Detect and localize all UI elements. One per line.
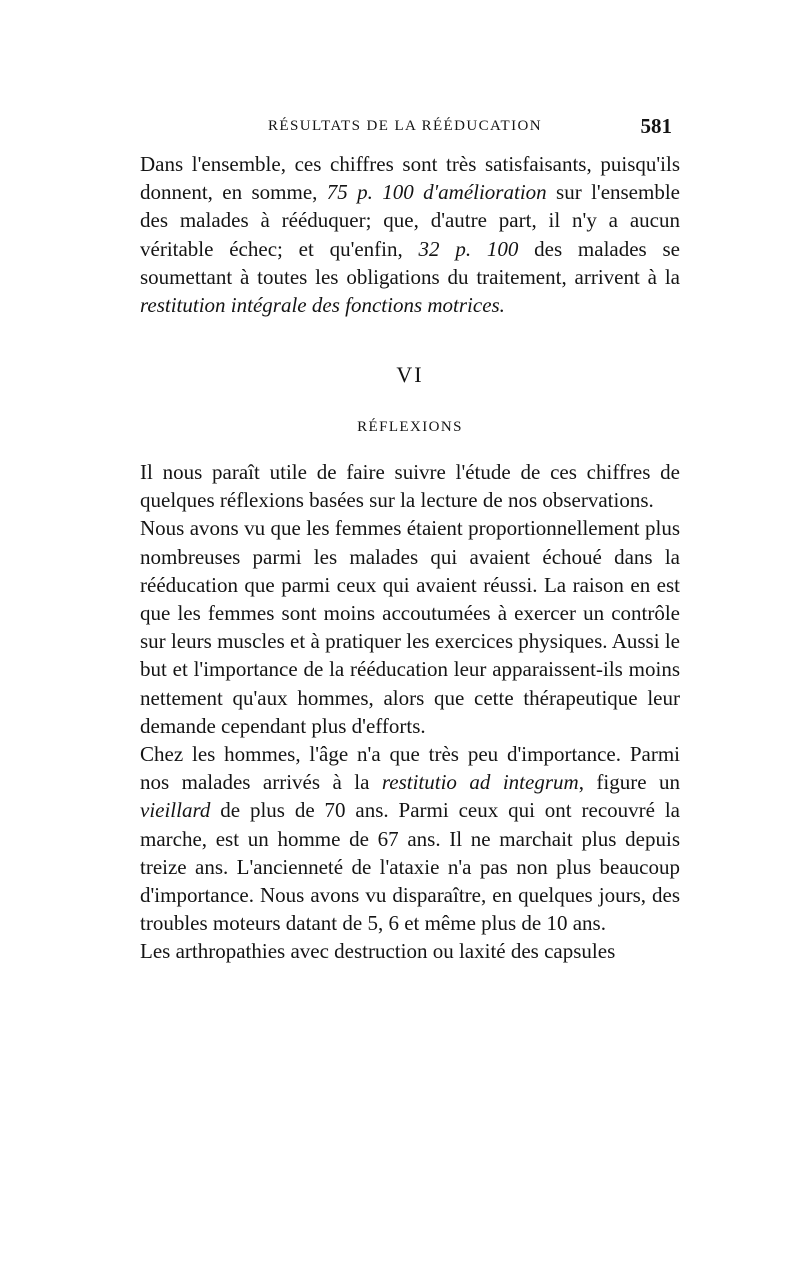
paragraph-text: Dans l'ensemble, ces chiffres sont très satisfaisants, puisqu'ils donnent, en somme, [140, 152, 680, 205]
paragraph-results-summary [140, 150, 680, 319]
paragraph-introduction: Il nous paraît utile de faire suivre l'étude de ces chiffres de quelques réflexions basées sur la lecture de nos observations. [140, 460, 680, 513]
paragraph-text: , figure un [578, 770, 680, 795]
italic-phrase: restitution intégrale des fonctions motrices. [140, 293, 505, 318]
italic-phrase: restitutio ad integrum [381, 770, 579, 795]
paragraph-age [140, 740, 680, 937]
paragraph-text: sur l'ensemble des malades à rééduquer; que, d'autre part, il n'y a aucun véritable échec; et qu'enfin, [140, 180, 680, 261]
page-number: 581 [640, 114, 672, 138]
paragraph-text: de plus de 70 ans. Parmi ceux qui ont recouvré la marche, est un homme de 67 ans. Il ne marchait plus depuis treize ans. L'ancienneté de l'ataxie n'a pas non plus beaucoup d'importance. Nous avons vu disparaître, en quelques jours, des troubles moteurs datant de 5, 6 et même plus de 10 ans. [140, 798, 680, 936]
paragraph-arthropathies: Les arthropathies avec destruction ou laxité des capsules [140, 939, 616, 964]
italic-phrase: vieillard [140, 798, 211, 823]
paragraph-text: Chez les hommes, l'âge n'a que très peu d'importance. Parmi nos malades arrivés à la [140, 742, 680, 795]
italic-phrase: 32 p. 100 [418, 236, 519, 261]
paragraph-text: des malades se soumettant à toutes les obligations du traitement, arrivent à la [140, 236, 680, 289]
section-title: RÉFLEXIONS [357, 419, 463, 435]
section-number: VI [396, 362, 424, 387]
running-head [140, 114, 670, 144]
opening-text-block [140, 150, 680, 319]
reflexions-text-block [140, 458, 680, 966]
italic-phrase: 75 p. 100 d'amélioration [326, 180, 547, 205]
running-title: RÉSULTATS DE LA RÉÉDUCATION [268, 118, 542, 134]
paragraph-women: Nous avons vu que les femmes étaient proportionnellement plus nombreuses parmi les malades qui avaient échoué dans la rééducation que parmi ceux qui avaient réussi. La raison en est que les femmes sont moins accoutumées à exercer un contrôle sur leurs muscles et à pratiquer les exercices physiques. Aussi le but et l'importance de la rééducation leur apparaissent-ils moins nettement qu'aux hommes, alors que cette thérapeutique leur demande cependant plus d'efforts. [140, 516, 680, 738]
